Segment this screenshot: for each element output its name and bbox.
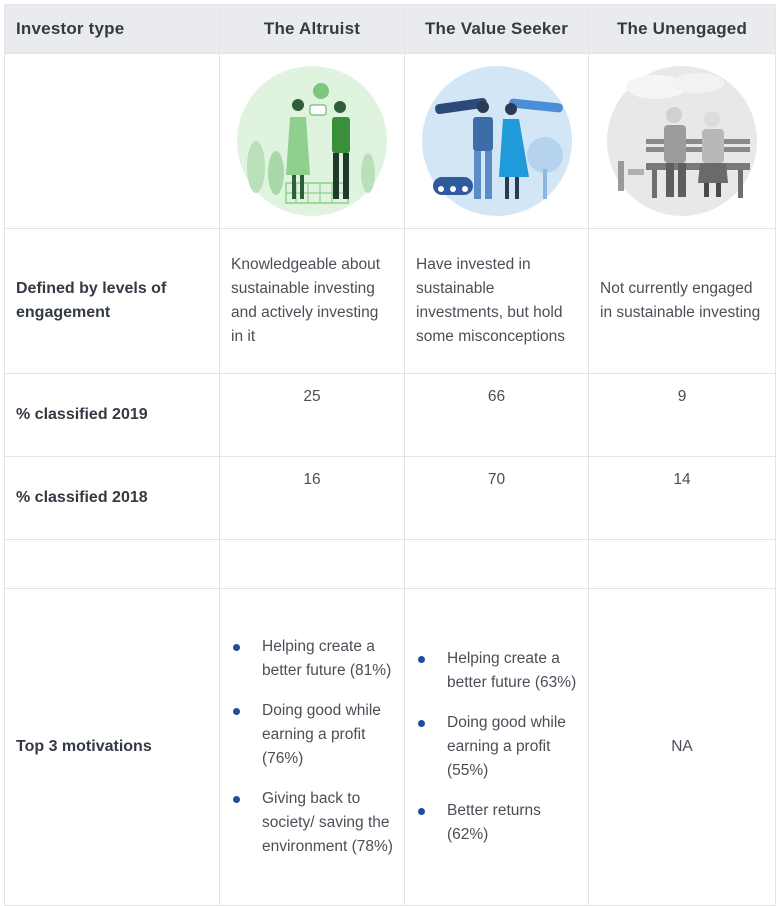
definition-row [5, 229, 776, 374]
spacer-cell [220, 540, 405, 589]
definition-row-label: Defined by levels of engagement [5, 229, 220, 374]
bullet-icon [418, 808, 425, 815]
illustration-row [5, 54, 776, 229]
elderly-couple-on-bench-icon [606, 65, 758, 217]
altruist-2018-value: 16 [220, 457, 405, 540]
two-people-with-telescopes-icon [421, 65, 573, 217]
unengaged-definition: Not currently engaged in sustainable investing [589, 229, 776, 374]
spacer-cell [405, 540, 589, 589]
value-seeker-definition: Have invested in sustainable investments, but hold some misconceptions [405, 229, 589, 374]
header-value-seeker: The Value Seeker [405, 5, 589, 54]
classified-2018-label: % classified 2018 [5, 457, 220, 540]
two-people-with-plants-icon [236, 65, 388, 217]
motivation-text: Giving back to society/ saving the environment (78%) [262, 790, 393, 855]
motivation-text: Helping create a better future (81%) [262, 638, 392, 679]
value-seeker-motivations-cell [405, 589, 589, 906]
list-item [416, 647, 580, 695]
unengaged-2019-value: 9 [589, 374, 776, 457]
header-investor-type: Investor type [5, 5, 220, 54]
classified-2018-row [5, 457, 776, 540]
unengaged-2018-value: 14 [589, 457, 776, 540]
list-item [231, 699, 396, 771]
list-item [231, 635, 396, 683]
header-row [5, 5, 776, 54]
altruist-definition: Knowledgeable about sustainable investing and actively investing in it [220, 229, 405, 374]
classified-2019-row [5, 374, 776, 457]
list-item [416, 711, 580, 783]
value-seeker-motivations-list [405, 647, 588, 847]
motivation-text: Doing good while earning a profit (76%) [262, 702, 381, 767]
bullet-icon [233, 644, 240, 651]
bullet-icon [418, 656, 425, 663]
classified-2019-label: % classified 2019 [5, 374, 220, 457]
bullet-icon [233, 708, 240, 715]
list-item [231, 787, 396, 859]
illustration-row-label [5, 54, 220, 229]
altruist-motivations-cell [220, 589, 405, 906]
spacer-cell [589, 540, 776, 589]
motivation-text: Helping create a better future (63%) [447, 650, 577, 691]
unengaged-motivations: NA [589, 589, 776, 906]
value-seeker-2018-value: 70 [405, 457, 589, 540]
motivations-row-label: Top 3 motivations [5, 589, 220, 906]
altruist-illustration-cell [220, 54, 405, 229]
list-item [416, 799, 580, 847]
altruist-2019-value: 25 [220, 374, 405, 457]
header-unengaged: The Unengaged [589, 5, 776, 54]
bullet-icon [233, 796, 240, 803]
value-seeker-illustration-cell [405, 54, 589, 229]
motivations-row [5, 589, 776, 906]
investor-type-table [4, 4, 776, 906]
value-seeker-2019-value: 66 [405, 374, 589, 457]
unengaged-illustration-cell [589, 54, 776, 229]
spacer-cell [5, 540, 220, 589]
motivation-text: Better returns (62%) [447, 802, 541, 843]
header-altruist: The Altruist [220, 5, 405, 54]
bullet-icon [418, 720, 425, 727]
motivation-text: Doing good while earning a profit (55%) [447, 714, 566, 779]
altruist-motivations-list [220, 635, 404, 859]
spacer-row [5, 540, 776, 589]
